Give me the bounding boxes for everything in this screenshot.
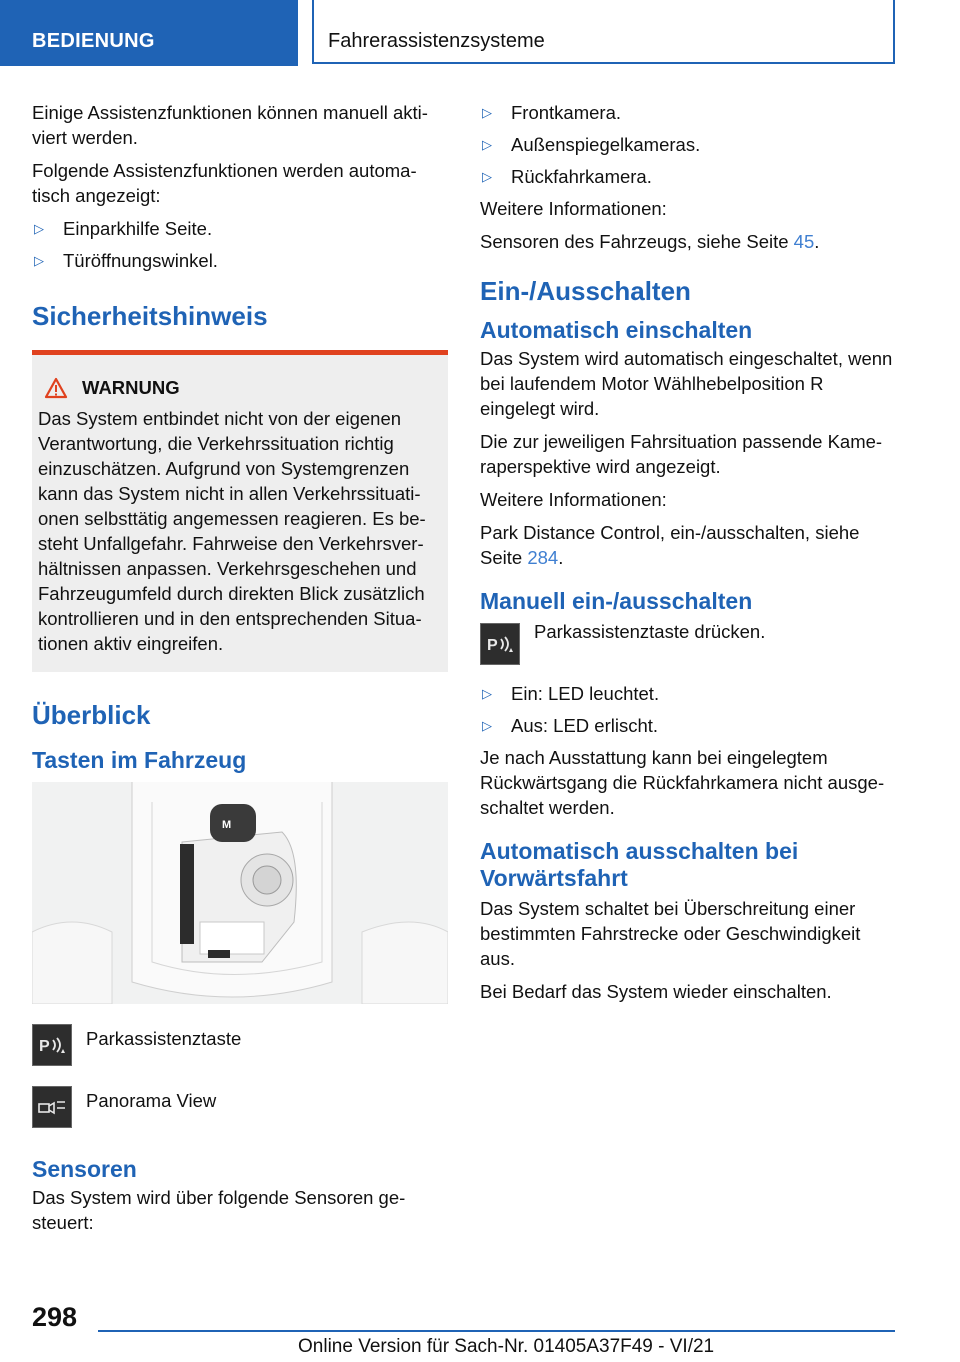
pdc-reference: Park Distance Control, ein-/ausschalten, siehe Seite 284. <box>480 522 860 568</box>
park-assist-icon <box>32 1024 72 1066</box>
bullet-triangle-icon: ▷ <box>34 221 44 236</box>
auto-on-heading: Automatisch einschalten <box>480 317 753 343</box>
right-column <box>480 100 896 1012</box>
safety-heading: Sicherheitshinweis <box>32 301 268 331</box>
auto-off-paragraph-2: Bei Bedarf das System wieder einschalten. <box>480 981 832 1002</box>
more-info-label-2: Weitere Informationen: <box>480 489 667 510</box>
panorama-view-button-row <box>32 1086 448 1128</box>
panorama-view-icon <box>32 1086 72 1128</box>
auto-on-paragraph-2: Die zur jeweiligen Fahrsituation passende Kame-raperspektive wird angezeigt. <box>480 431 883 477</box>
intro-paragraph: Einige Assistenzfunktionen können manuell akti-viert werden. <box>32 102 428 148</box>
list-item: ▷ Ein: LED leuchtet. <box>482 683 660 704</box>
auto-off-paragraph: Das System schaltet bei Überschreitung einer bestimmten Fahrstrecke oder Geschwindigkeit aus. <box>480 898 861 969</box>
manual-heading: Manuell ein-/ausschalten <box>480 588 753 614</box>
bullet-triangle-icon: ▷ <box>482 686 492 701</box>
bullet-triangle-icon: ▷ <box>482 137 492 152</box>
park-assist-button-row <box>32 1024 448 1066</box>
park-assist-label: Parkassistenztaste <box>86 1028 242 1049</box>
svg-text:P: P <box>487 637 498 654</box>
manual-instruction: Parkassistenztaste drücken. <box>534 621 766 642</box>
more-info-label: Weitere Informationen: <box>480 198 667 219</box>
manual-button-row <box>480 623 896 665</box>
footer-divider <box>98 1330 895 1332</box>
bullet-triangle-icon: ▷ <box>482 718 492 733</box>
intro-paragraph-2: Folgende Assistenzfunktionen werden automa-tisch angezeigt: <box>32 160 417 206</box>
chapter-tab: Fahrerassistenzsysteme <box>312 0 895 64</box>
auto-off-heading: Automatisch ausschalten bei Vorwärtsfahrt <box>480 838 799 891</box>
page-number: 298 <box>32 1302 78 1332</box>
bullet-triangle-icon: ▷ <box>482 105 492 120</box>
list-item: ▷ Rückfahrkamera. <box>482 166 652 187</box>
list-item: ▷ Einparkhilfe Seite. <box>34 218 213 239</box>
center-console-illustration <box>32 782 448 1004</box>
online-version-note: Online Version für Sach-Nr. 01405A37F49 - VI/21 <box>298 1336 715 1357</box>
bullet-triangle-icon: ▷ <box>34 253 44 268</box>
panorama-view-label: Panorama View <box>86 1090 217 1111</box>
left-column <box>32 100 448 1243</box>
overview-heading: Überblick <box>32 700 151 730</box>
page-header <box>0 0 960 68</box>
manual-note: Je nach Ausstattung kann bei eingelegtem Rückwärtsgang die Rückfahrkamera nicht ausge-schaltet werden. <box>480 747 885 818</box>
page-link-45[interactable]: 45 <box>793 231 815 252</box>
list-item: ▷ Aus: LED erlischt. <box>482 715 659 736</box>
buttons-heading: Tasten im Fahrzeug <box>32 747 247 773</box>
warning-triangle-icon <box>44 377 68 399</box>
sensors-paragraph: Das System wird über folgende Sensoren ge-steuert: <box>32 1187 406 1233</box>
bullet-triangle-icon: ▷ <box>482 169 492 184</box>
sensors-reference: Sensoren des Fahrzeugs, siehe Seite 45. <box>480 231 820 252</box>
svg-text:M: M <box>222 819 232 831</box>
warning-title: WARNUNG <box>82 377 180 398</box>
section-tab: BEDIENUNG <box>0 0 298 66</box>
page-link-284[interactable]: 284 <box>527 547 559 568</box>
park-assist-icon <box>480 623 520 665</box>
svg-text:P: P <box>39 1038 50 1055</box>
auto-on-paragraph: Das System wird automatisch eingeschaltet, wenn bei laufendem Motor Wählhebelposition R eingelegt wird. <box>480 348 893 419</box>
warning-text: Das System entbindet nicht von der eigenen Verantwortung, die Verkehrssituation richtig einzuschätzen. Aufgrund von Systemgrenzen kann das System nicht in allen Verkehrssituati-onen selbsttätig angemessen reagieren. Es be-steht Unfallgefahr. Fahrweise den Verkehrsver-hältnissen anpassen. Verkehrsgeschehen und Fahrzeugumfeld durch direkten Blick zusätzlich kontrollieren und in den entsprechenden Situa-tionen aktiv eingreifen. <box>38 408 426 654</box>
warning-box <box>32 350 448 672</box>
onoff-heading: Ein-/Ausschalten <box>480 276 691 306</box>
list-item: ▷ Türöffnungswinkel. <box>34 250 218 271</box>
sensors-heading: Sensoren <box>32 1156 137 1182</box>
list-item: ▷ Frontkamera. <box>482 102 622 123</box>
list-item: ▷ Außenspiegelkameras. <box>482 134 701 155</box>
center-console-drawing <box>32 782 448 1004</box>
